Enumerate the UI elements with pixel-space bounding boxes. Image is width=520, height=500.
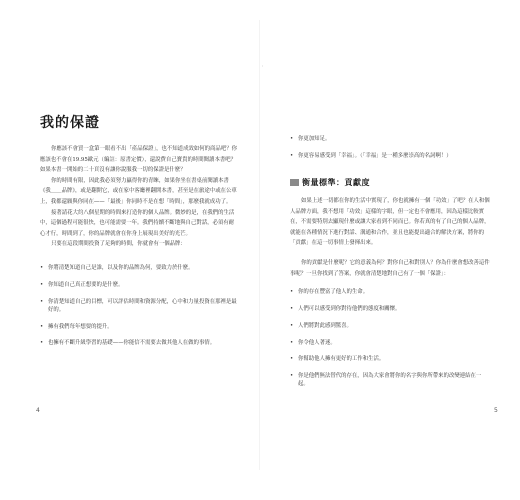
paragraph: 你的貢獻是什麼呢？它的意義為何？對你自己和對別人？你為什麼會想改善這件事呢？一旦你找到了答案，你就會清楚地對自己有了一個「保證」： bbox=[290, 259, 490, 277]
list-item-text: 你更加知足。 bbox=[298, 136, 331, 142]
list-item bbox=[40, 281, 238, 289]
section-marker-icon bbox=[290, 179, 299, 186]
bullet-icon: • bbox=[40, 323, 44, 330]
gutter-mark: ' bbox=[262, 64, 264, 69]
bullet-icon: • bbox=[290, 305, 294, 312]
list-item-text: 也擁有不斷升級學習的基礎——你能信不需要去做其他人在做的事情。 bbox=[48, 340, 216, 347]
paragraph: 你的時間有限，因此我必須努力贏得你的青睞，如果你坐在書桌前閱讀本書《我＿＿品牌》，或是翻開它，或在家中客廳裡翻開本書，甚至是在旅途中或在公車上，我都還願與你同在——「最後」你同時不是在想「時間」，那麼我就成功了。 bbox=[40, 177, 237, 205]
list-item-text: 你知道自己真正想要的是什麼。 bbox=[48, 281, 124, 288]
bullet-icon: • bbox=[40, 281, 44, 288]
bullet-icon: • bbox=[290, 339, 294, 346]
list-item-text: 人們將對此感到驚喜。 bbox=[298, 322, 352, 329]
bullet-icon: • bbox=[290, 136, 294, 142]
bullet-icon: • bbox=[290, 322, 294, 329]
list-item bbox=[40, 339, 238, 347]
page-number-right: 5 bbox=[494, 407, 498, 414]
list-item-text: 你令他人著迷。 bbox=[298, 339, 336, 346]
list-item bbox=[290, 305, 490, 313]
section-heading bbox=[290, 177, 490, 188]
list-item bbox=[40, 323, 238, 331]
section-title: 衡量標準：貢獻度 bbox=[302, 177, 370, 187]
bullet-icon: • bbox=[40, 340, 44, 347]
page-number-left: 4 bbox=[36, 407, 40, 414]
list-item bbox=[40, 264, 238, 272]
paragraph: 接著請花大約八個星期的時間來打造你的個人品牌。微妙的是，在我們的生活中，這個過程可能很快，也可能需要一年。我們持續不斷地與自己對話，必須有耐心才行，時間到了，你的品牌就會在你身上展現出美好的光芒。 bbox=[40, 209, 235, 237]
list-item bbox=[290, 355, 490, 363]
list-item-text: 你的存在豐富了他人的生命。 bbox=[298, 289, 369, 296]
bullet-icon: • bbox=[40, 298, 44, 305]
paragraph: 只要在這段期間投資了足夠的時間，你就會有一個品牌： bbox=[51, 241, 186, 248]
list-item bbox=[290, 288, 490, 296]
list-item-text: 你幫助他人擁有更好的工作和生活。 bbox=[298, 356, 385, 363]
bullet-icon: • bbox=[290, 356, 294, 363]
chapter-title: 我的保證 bbox=[40, 115, 100, 131]
right-page bbox=[260, 0, 520, 500]
list-item-text: 你是他們無法替代的存在，因為大家會將你的名字與你所帶來的改變連結在一起。 bbox=[298, 373, 482, 388]
list-item-text: 你將清楚知道自己是誰，以及你的品牌為何，要致力於什麼。 bbox=[48, 264, 194, 271]
list-item bbox=[290, 152, 490, 160]
benefit-list-continued bbox=[290, 135, 490, 160]
promise-list bbox=[290, 288, 490, 388]
paragraph: 如果上述一切都在你的生活中實現了，你也就擁有一個「功效」了吧？在人和個人品牌方面，我不想用「功效」這樣的字眼，但一定也不會應用，因為這樣比較實在，不需要特別去顯現什麼或讓大家看到不同而已。你若真的有了自己的個人品牌，就能在各種情況下進行對話、溝通和合作，並且也能提出適合的解決方案，將你的「貢獻」在這一切事情上發揮出來。 bbox=[290, 198, 490, 247]
list-item bbox=[290, 372, 490, 388]
bullet-icon: • bbox=[40, 264, 44, 271]
paragraph: 你應該不會買一盒第一眼看不出「產品保證」，也不知道成效如何的商品吧？你應該也不會在19.95歐元（編註：原書定價），還說費自己寶貴的時間閱讀本書吧？如果本書一開始的二十頁沒有讓你說服我一切的保證是什麼？ bbox=[40, 146, 237, 174]
list-item-text: 你更容易感受到「幸福」。（「幸福」是一種多麼崇高的名詞啊！） bbox=[298, 152, 452, 159]
list-item bbox=[40, 298, 238, 314]
benefit-list bbox=[40, 264, 238, 348]
bullet-icon: • bbox=[290, 289, 294, 296]
list-item-text: 擁有我們每年想要的提升。 bbox=[48, 323, 113, 330]
list-item-text: 人們可以感受到你對待他們的態度和關懷。 bbox=[298, 305, 401, 312]
bullet-icon: • bbox=[290, 373, 294, 380]
bullet-icon: • bbox=[290, 152, 294, 159]
list-item-text: 你清楚知道自己的目標，可以評估時間和資源分配，心中和力量投資在那裡是最好的。 bbox=[48, 298, 237, 313]
list-item bbox=[290, 135, 490, 143]
list-item bbox=[290, 339, 490, 347]
list-item bbox=[290, 322, 490, 330]
